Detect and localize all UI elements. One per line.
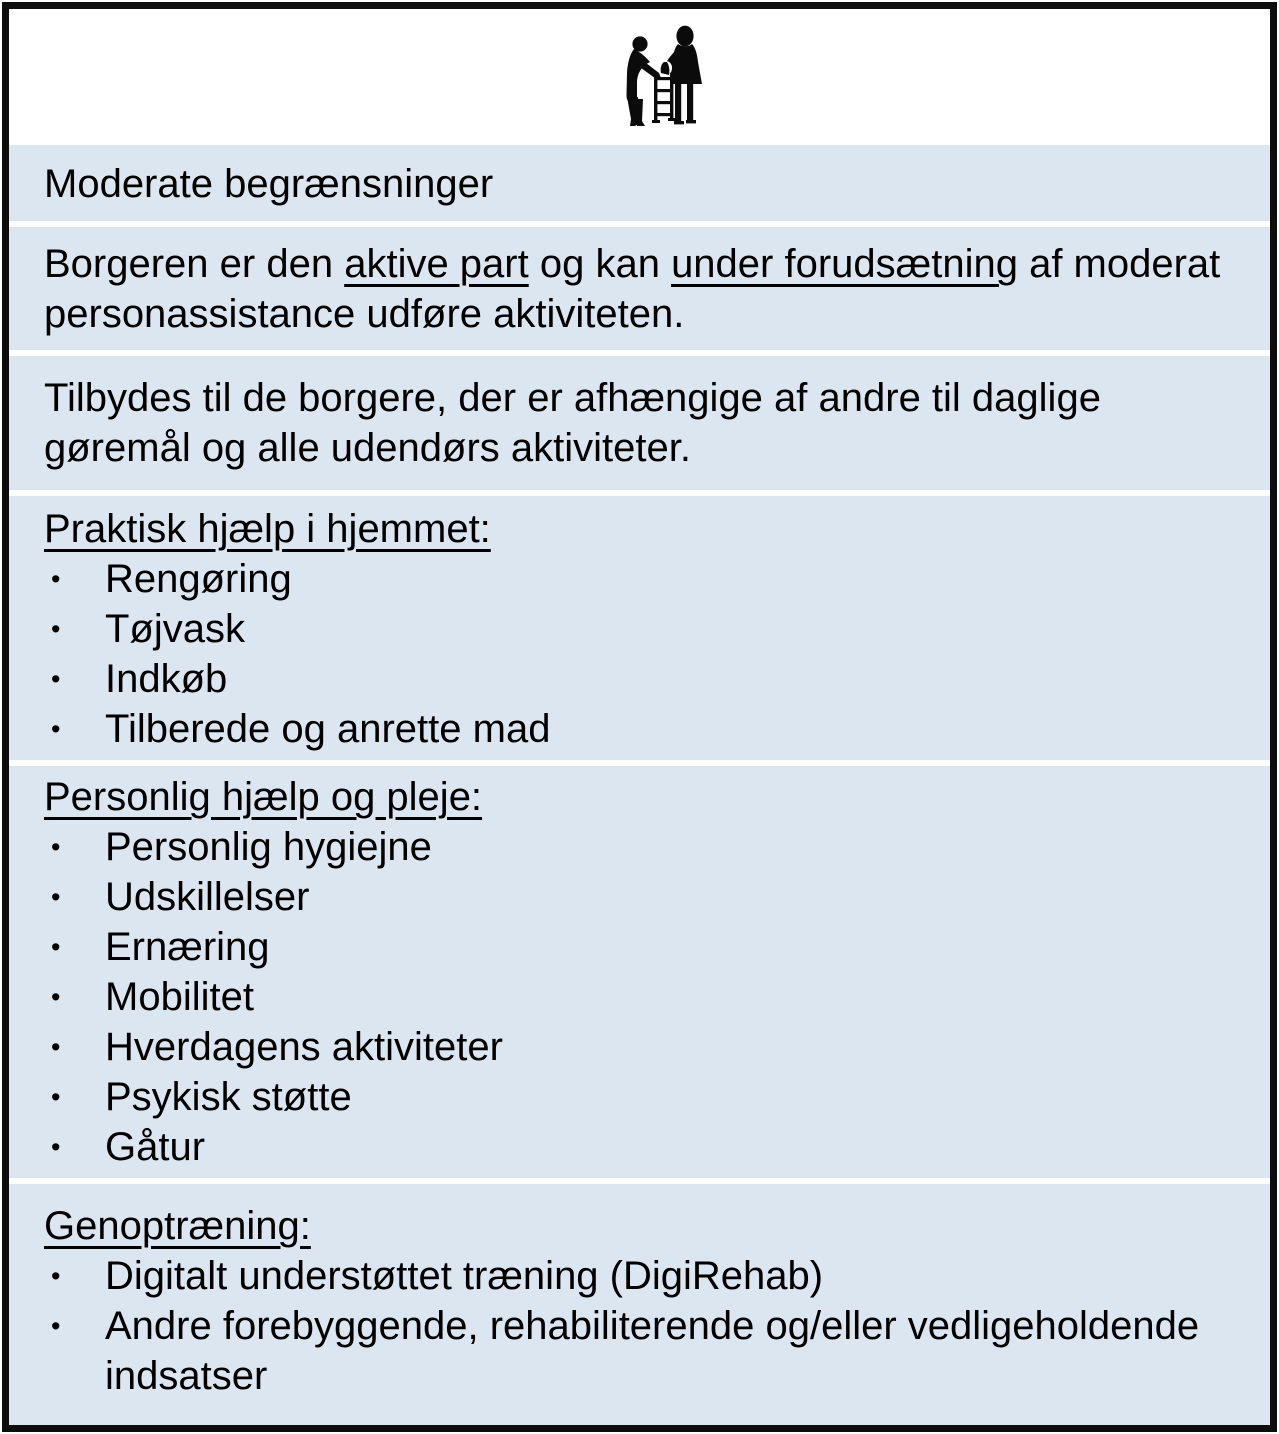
bullet-icon: •: [51, 564, 61, 594]
bullet-icon: •: [51, 1032, 61, 1062]
description-segment: Borgeren er den: [44, 242, 345, 286]
row-rehabilitation: [9, 1184, 1270, 1425]
list-item: [44, 922, 1242, 972]
bullet-icon: •: [51, 714, 61, 744]
bullet-icon: •: [51, 614, 61, 644]
row-citizen-description: [9, 227, 1270, 350]
list-item-text: Psykisk støtte: [105, 1075, 352, 1119]
list-item: [44, 1122, 1242, 1172]
list-item: [44, 1022, 1242, 1072]
bullet-icon: •: [51, 932, 61, 962]
elderly-person-with-walker-and-caregiver-icon: [617, 23, 713, 133]
bullet-icon: •: [51, 1132, 61, 1162]
list-item-text: Ernæring: [105, 925, 270, 969]
list-item: [44, 972, 1242, 1022]
description-segment-underlined: under forudsætning: [671, 242, 1018, 286]
practical-help-heading: Praktisk hjælp i hjemmet:: [44, 507, 491, 551]
list-item-text: Personlig hygiejne: [105, 825, 432, 869]
list-item-text: Gåtur: [105, 1125, 206, 1169]
bullet-icon: •: [51, 664, 61, 694]
bullet-icon: •: [51, 882, 61, 912]
rehabilitation-heading: Genoptræning:: [44, 1204, 311, 1248]
list-item: [44, 822, 1242, 872]
list-item: [44, 872, 1242, 922]
list-item: [44, 554, 1242, 604]
table-header-cell: [9, 9, 1270, 145]
document-table: [2, 2, 1277, 1432]
list-item-text: Tilberede og anrette mad: [105, 707, 551, 751]
list-item: [44, 1301, 1242, 1401]
list-item-text: Hverdagens aktiviteter: [105, 1025, 503, 1069]
list-item-text: Mobilitet: [105, 975, 254, 1019]
list-item: [44, 1072, 1242, 1122]
list-item-text: Rengøring: [105, 557, 292, 601]
bullet-icon: •: [51, 832, 61, 862]
description-segment: af moderat personassistance udføre aktiviteten.: [44, 242, 1221, 336]
bullet-icon: •: [51, 1311, 61, 1341]
list-item-text: Andre forebyggende, rehabiliterende og/eller vedligeholdende indsatser: [105, 1304, 1200, 1398]
row-practical-help: [9, 496, 1270, 760]
bullet-icon: •: [51, 1082, 61, 1112]
row-personal-care: [9, 766, 1270, 1178]
list-item-text: Digitalt understøttet træning (DigiRehab): [105, 1254, 824, 1298]
list-item-text: Indkøb: [105, 657, 228, 701]
list-item: [44, 704, 1242, 754]
practical-help-list: [44, 554, 1242, 754]
description-segment-underlined: aktive part: [344, 242, 529, 286]
rehabilitation-list: [44, 1251, 1242, 1401]
description-text: [44, 239, 1242, 339]
row-moderate-limitations: [9, 145, 1270, 221]
personal-care-list: [44, 822, 1242, 1172]
list-item: [44, 1251, 1242, 1301]
target-group-text: Tilbydes til de borgere, der er afhængige af andre til daglige gøremål og alle udendørs aktiviteter.: [44, 376, 1101, 470]
list-item-text: Udskillelser: [105, 875, 310, 919]
row-target-group: [9, 356, 1270, 490]
list-item: [44, 604, 1242, 654]
bullet-icon: •: [51, 982, 61, 1012]
list-item-text: Tøjvask: [105, 607, 245, 651]
description-segment: og kan: [528, 242, 672, 286]
personal-care-heading: Personlig hjælp og pleje:: [44, 775, 483, 819]
list-item: [44, 654, 1242, 704]
bullet-icon: •: [51, 1261, 61, 1291]
title-text: Moderate begrænsninger: [44, 162, 494, 206]
